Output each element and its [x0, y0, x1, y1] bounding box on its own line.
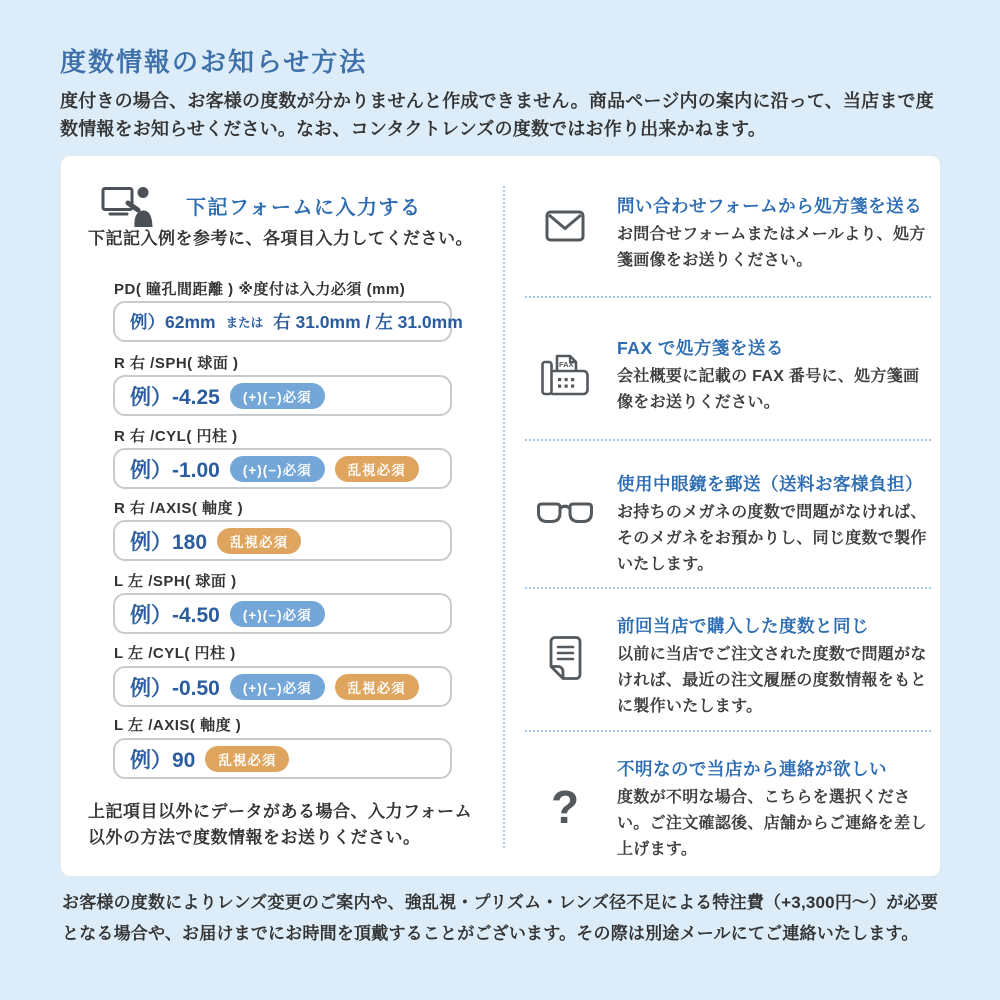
plus-minus-required-badge: (+)(−)必須 [230, 601, 325, 627]
question-icon: ? [550, 781, 580, 833]
example-value: または [225, 315, 264, 330]
plus-minus-required-badge: (+)(−)必須 [230, 383, 325, 409]
method-divider [525, 296, 931, 298]
example-value: 右 31.0mm / 左 31.0mm [273, 312, 463, 332]
field-example-box [113, 520, 452, 561]
field-example-box [113, 375, 452, 416]
form-section-note: 下記記入例を参考に、各項目入力してください。 [88, 229, 473, 248]
example-value: 例）-4.25 [130, 385, 220, 409]
field-label: PD( 瞳孔間距離 ) ※度付は入力必須 (mm) [114, 281, 406, 298]
intro-text: 度付きの場合、お客様の度数が分かりませんと作成できません。商品ページ内の案内に沿って、当店まで度数情報をお知らせください。なお、コンタクトレンズの度数ではお作り出来かねます。 [60, 91, 934, 139]
field-example-box [113, 301, 463, 342]
astigmatism-required-badge: 乱視必須 [335, 456, 419, 482]
field-example-box [113, 666, 452, 707]
method-heading: 前回当店で購入した度数と同じ [617, 616, 869, 636]
plus-minus-required-badge: (+)(−)必須 [230, 674, 325, 700]
fax-icon [535, 350, 595, 396]
method-description: 会社概要に記載の FAX 番号に、処方箋画像をお送りください。 [617, 368, 920, 411]
field-label: L 左 /SPH( 球面 ) [114, 573, 237, 590]
method-heading: 使用中眼鏡を郵送（送料お客様負担） [617, 474, 923, 494]
field-example-box [113, 738, 452, 779]
method-divider [525, 587, 931, 589]
svg-text:FAX: FAX [559, 360, 574, 369]
document-icon [535, 635, 595, 681]
field-label: R 右 /AXIS( 軸度 ) [114, 500, 244, 517]
footer-note: お客様の度数によりレンズ変更のご案内や、強乱視・プリズム・レンズ径不足による特注費（+3,300円～）が必要となる場合や、お届けまでにお時間を頂戴することがございます。その際は別途メールにてご連絡いたします。 [62, 893, 939, 943]
glasses-icon [535, 501, 595, 527]
method-description: 以前に当店でご注文された度数で問題がなければ、最近の注文履歴の度数情報をもとに製作いたします。 [617, 646, 927, 715]
astigmatism-required-badge: 乱視必須 [335, 674, 419, 700]
example-value: 例）-1.00 [130, 458, 220, 482]
prescription-methods-panel [60, 155, 941, 877]
field-example-box [113, 448, 452, 489]
example-value: 例）-0.50 [130, 676, 220, 700]
form-input-icon [101, 185, 153, 227]
column-divider [503, 186, 505, 848]
method-divider [525, 730, 931, 732]
form-section-heading: 下記フォームに入力する [186, 197, 422, 219]
field-label: R 右 /SPH( 球面 ) [114, 355, 239, 372]
method-divider [525, 439, 931, 441]
field-label: R 右 /CYL( 円柱 ) [114, 428, 238, 445]
field-example-box [113, 593, 452, 634]
method-description: お持ちのメガネの度数で問題がなければ、そのメガネをお預かりし、同じ度数で製作いたします。 [617, 504, 927, 573]
astigmatism-required-badge: 乱視必須 [217, 528, 301, 554]
mail-icon [535, 210, 595, 242]
form-section-outro: 上記項目以外にデータがある場合、入力フォーム以外の方法で度数情報をお送りください。 [88, 802, 473, 848]
method-heading: 不明なので当店から連絡が欲しい [617, 759, 887, 779]
example-value: 例）90 [130, 748, 196, 772]
page-title: 度数情報のお知らせ方法 [60, 47, 368, 77]
method-description: お問合せフォームまたはメールより、処方箋画像をお送りください。 [617, 226, 926, 269]
example-value: 例）180 [130, 530, 208, 554]
plus-minus-required-badge: (+)(−)必須 [230, 456, 325, 482]
astigmatism-required-badge: 乱視必須 [205, 746, 289, 772]
field-label: L 左 /AXIS( 軸度 ) [114, 717, 242, 734]
example-value: 例）62mm [130, 312, 216, 332]
method-description: 度数が不明な場合、こちらを選択ください。ご注文確認後、店舗からご連絡を差し上げます。 [617, 789, 927, 858]
method-heading: FAX で処方箋を送る [617, 338, 784, 358]
example-value: 例）-4.50 [130, 603, 220, 627]
field-label: L 左 /CYL( 円柱 ) [114, 645, 236, 662]
method-heading: 問い合わせフォームから処方箋を送る [617, 196, 923, 216]
